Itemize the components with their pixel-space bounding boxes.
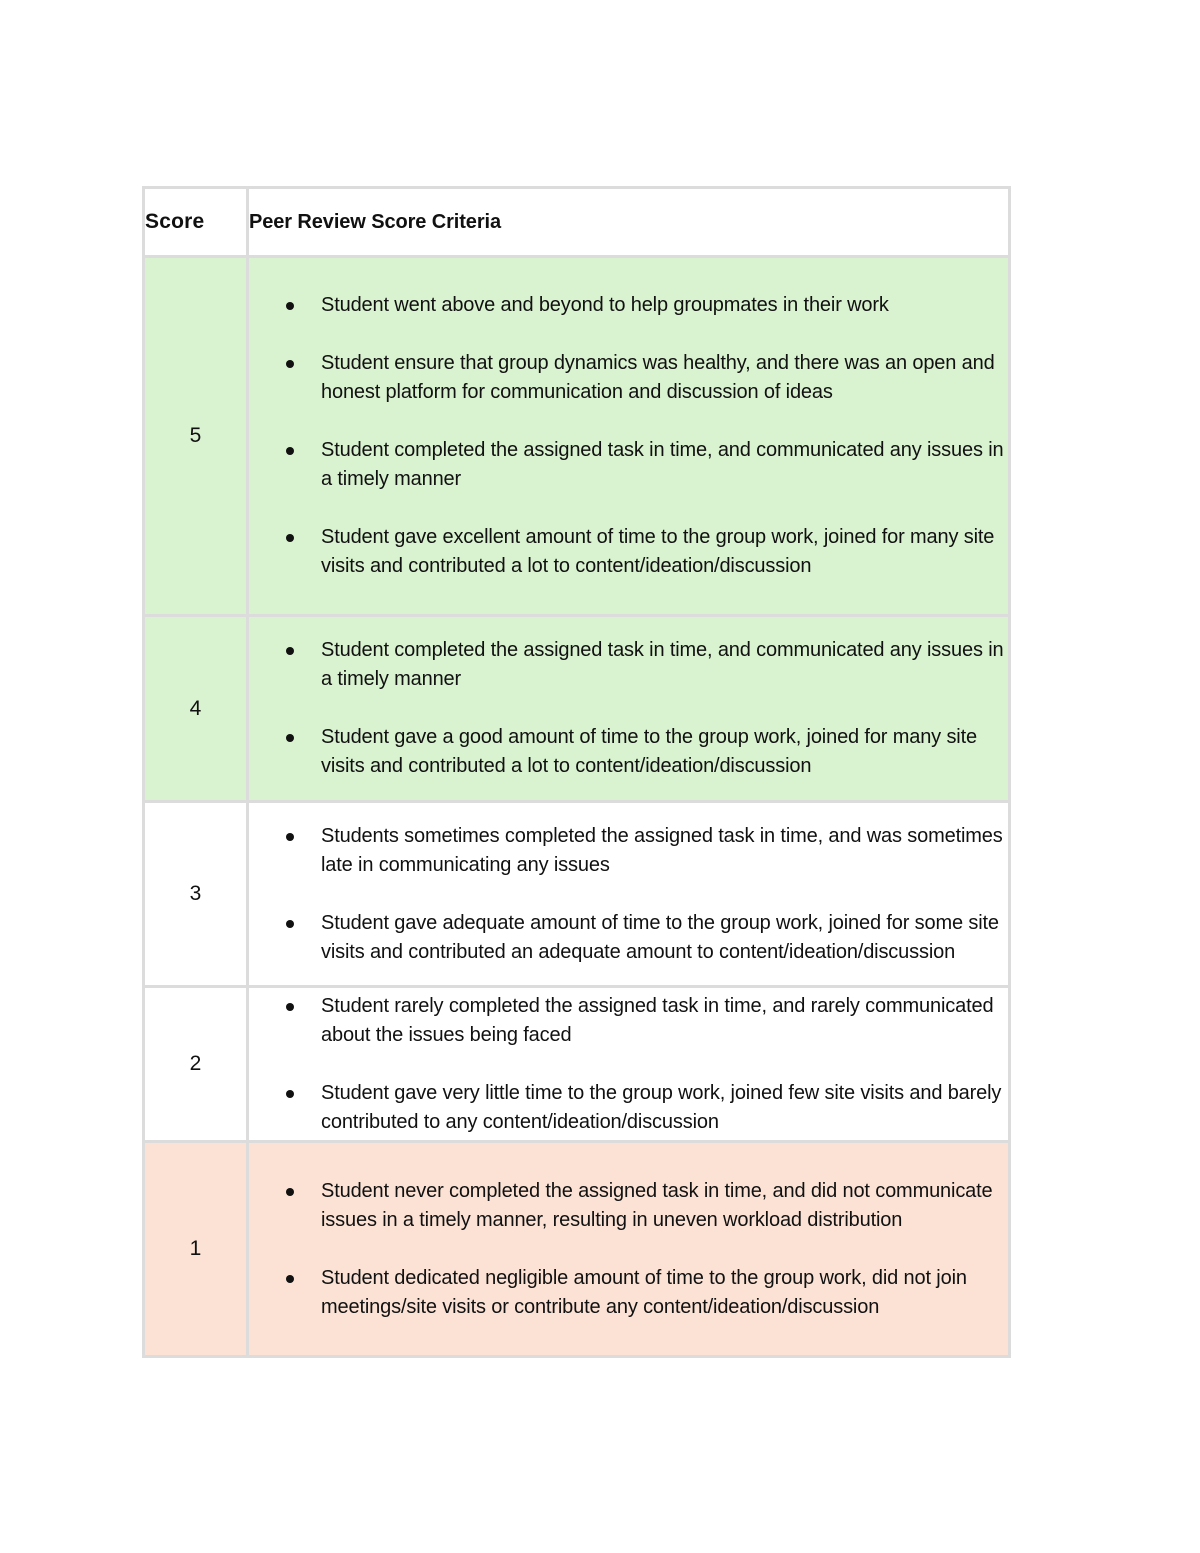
criteria-item <box>249 349 1008 407</box>
criteria-column-header: Peer Review Score Criteria <box>248 188 1010 257</box>
criteria-text: Student gave very little time to the group work, joined few site visits and barely contributed to any content/ideation/discussion <box>321 1081 1002 1133</box>
bullet-icon <box>286 534 294 542</box>
criteria-text: Student dedicated negligible amount of time to the group work, did not join meetings/site visits or contribute any content/ideation/discussion <box>321 1266 967 1318</box>
bullet-icon <box>286 1188 294 1196</box>
criteria-item <box>249 909 1008 967</box>
criteria-cell <box>248 257 1010 616</box>
bullet-icon <box>286 833 294 841</box>
criteria-text: Students sometimes completed the assigned task in time, and was sometimes late in communicating any issues <box>321 824 1003 876</box>
score-column-header: Score <box>144 188 248 257</box>
criteria-item <box>249 523 1008 581</box>
criteria-item <box>249 291 1008 320</box>
criteria-list <box>249 822 1008 967</box>
criteria-text: Student completed the assigned task in time, and communicated any issues in a timely manner <box>321 439 1004 490</box>
criteria-cell <box>248 616 1010 802</box>
score-row-1 <box>144 1142 1010 1357</box>
score-value: 3 <box>144 802 248 987</box>
criteria-item <box>249 822 1008 880</box>
bullet-icon <box>286 1090 294 1098</box>
criteria-text: Student gave a good amount of time to the group work, joined for many site visits and contributed a lot to content/ideation/discussion <box>321 726 977 777</box>
score-value: 1 <box>144 1142 248 1357</box>
score-row-5 <box>144 257 1010 616</box>
criteria-item <box>249 1079 1008 1137</box>
table-header-row <box>144 188 1010 257</box>
bullet-icon <box>286 920 294 928</box>
criteria-list <box>249 636 1008 781</box>
criteria-item <box>249 992 1008 1050</box>
criteria-cell <box>248 802 1010 987</box>
criteria-text: Student ensure that group dynamics was healthy, and there was an open and honest platform for communication and discussion of ideas <box>321 352 995 403</box>
score-row-3 <box>144 802 1010 987</box>
criteria-text: Student went above and beyond to help groupmates in their work <box>321 294 889 316</box>
bullet-icon <box>286 1275 294 1283</box>
peer-review-rubric-table <box>142 186 1011 1358</box>
criteria-list <box>249 1177 1008 1322</box>
criteria-text: Student completed the assigned task in time, and communicated any issues in a timely manner <box>321 639 1004 690</box>
bullet-icon <box>286 1003 294 1011</box>
criteria-text: Student never completed the assigned task in time, and did not communicate issues in a timely manner, resulting in uneven workload distribution <box>321 1179 993 1231</box>
bullet-icon <box>286 360 294 368</box>
criteria-item <box>249 723 1008 781</box>
score-value: 5 <box>144 257 248 616</box>
bullet-icon <box>286 447 294 455</box>
criteria-item <box>249 1264 1008 1322</box>
criteria-item <box>249 1177 1008 1235</box>
score-value: 2 <box>144 987 248 1142</box>
score-row-4 <box>144 616 1010 802</box>
criteria-list <box>249 992 1008 1137</box>
criteria-item <box>249 636 1008 694</box>
bullet-icon <box>286 302 294 310</box>
score-row-2 <box>144 987 1010 1142</box>
criteria-text: Student rarely completed the assigned task in time, and rarely communicated about the issues being faced <box>321 994 994 1046</box>
criteria-item <box>249 436 1008 494</box>
bullet-icon <box>286 647 294 655</box>
score-value: 4 <box>144 616 248 802</box>
bullet-icon <box>286 734 294 742</box>
criteria-text: Student gave adequate amount of time to the group work, joined for some site visits and contributed an adequate amount to content/ideation/discussion <box>321 911 999 963</box>
criteria-list <box>249 291 1008 581</box>
criteria-cell <box>248 987 1010 1142</box>
criteria-text: Student gave excellent amount of time to the group work, joined for many site visits and contributed a lot to content/ideation/discussion <box>321 526 995 577</box>
criteria-cell <box>248 1142 1010 1357</box>
